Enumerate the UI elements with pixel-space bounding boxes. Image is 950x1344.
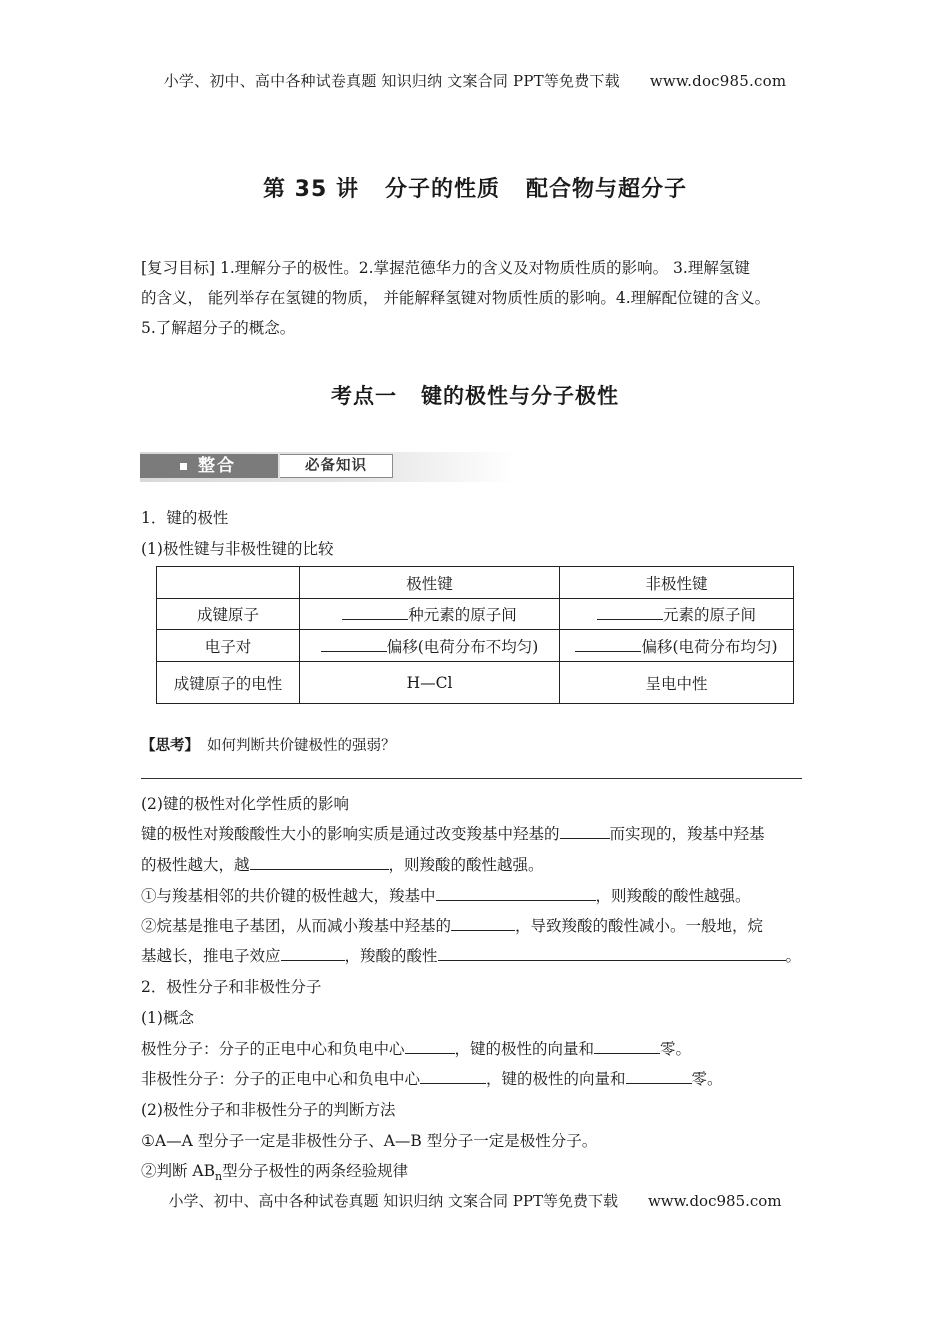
text: 型分子极性的两条经验规律 <box>222 1162 409 1180</box>
blank-field[interactable] <box>438 946 786 961</box>
table-header-cell: 极性键 <box>300 567 560 599</box>
text: ，键的极性的向量和 <box>486 1070 626 1088</box>
header-site[interactable]: www.doc985.com <box>649 72 787 90</box>
blank-field[interactable] <box>626 1069 692 1084</box>
s1-heading: 1．键的极性 <box>141 509 229 527</box>
table-header-cell: 非极性键 <box>560 567 794 599</box>
blank-field[interactable] <box>594 1039 660 1054</box>
section-label: 考点一 <box>331 384 397 408</box>
polar-def <box>141 1037 691 1059</box>
blank-field[interactable] <box>250 855 389 870</box>
row-label: 电子对 <box>157 630 300 662</box>
text: 非极性分子：分子的正电中心和负电中心 <box>141 1070 421 1088</box>
table-cell <box>300 599 560 630</box>
table-cell: 呈电中性 <box>560 662 794 704</box>
review-objectives <box>141 253 821 343</box>
text: ，则羧酸的酸性越强。 <box>388 856 544 874</box>
s1-para-line <box>141 944 801 966</box>
cell-text: 偏移(电荷分布均匀) <box>641 637 778 656</box>
text: 极性分子：分子的正电中心和负电中心 <box>141 1040 405 1058</box>
think-text: 如何判断共价键极性的强弱？ <box>207 738 396 754</box>
text: ，羧酸的酸性 <box>344 947 438 965</box>
title-topic-1: 分子的性质 <box>384 177 500 202</box>
text: ②判断 AB <box>141 1162 216 1180</box>
header-text: 小学、初中、高中各种试卷真题 知识归纳 文案合同 PPT等免费下载 <box>163 72 620 90</box>
banner-main-label: 整合 <box>198 456 236 476</box>
s1-sub1: (1)极性键与非极性键的比较 <box>141 540 334 558</box>
rule-2 <box>141 1159 408 1183</box>
text: 基越长，推电子效应 <box>141 947 281 965</box>
text: 零。 <box>660 1040 692 1058</box>
think-tag: 【思考】 <box>141 738 199 754</box>
table-cell: H—Cl <box>300 662 560 704</box>
subscript: n <box>215 1170 223 1184</box>
text: 的极性越大，越 <box>141 856 250 874</box>
text: 而实现的，羧基中羟基 <box>609 825 765 843</box>
square-bullet-icon <box>180 463 187 470</box>
text: ①与羧基相邻的共价键的极性越大，羧基中 <box>141 887 436 905</box>
blank-field[interactable] <box>420 1069 486 1084</box>
s2-heading: 2．极性分子和非极性分子 <box>141 978 322 996</box>
table-cell <box>300 630 560 662</box>
blank-field[interactable] <box>451 916 515 931</box>
text: 零。 <box>691 1070 723 1088</box>
banner-main <box>140 454 278 478</box>
cell-text: 偏移(电荷分布不均匀) <box>386 637 539 656</box>
review-line-2: 的含义， 能列举存在氢键的物质， 并能解释氢键对物质性质的影响。4.理解配位键的含义。 <box>141 289 771 307</box>
text: ②烷基是推电子基团，从而减小羧基中羟基的 <box>141 917 452 935</box>
review-line-1: [复习目标] 1.理解分子的极性。2.掌握范德华力的含义及对物质性质的影响。 3.理解氢键 <box>141 259 750 277</box>
page-footer <box>0 1190 950 1211</box>
text: 。 <box>785 947 802 965</box>
section-heading <box>0 380 950 410</box>
footer-text: 小学、初中、高中各种试卷真题 知识归纳 文案合同 PPT等免费下载 <box>168 1192 618 1210</box>
cell-text: 种元素的原子间 <box>408 606 517 624</box>
table-row <box>157 630 794 662</box>
text: ，键的极性的向量和 <box>454 1040 595 1058</box>
row-label: 成键原子 <box>157 599 300 630</box>
section-topic: 键的极性与分子极性 <box>421 384 619 408</box>
title-topic-2: 配合物与超分子 <box>525 177 687 202</box>
knowledge-banner <box>140 452 516 482</box>
text: ，则羧酸的酸性越强。 <box>595 887 751 905</box>
nonpolar-def <box>141 1067 723 1089</box>
blank-field[interactable] <box>405 1039 455 1054</box>
s1-para-line <box>141 853 544 875</box>
text: ，导致羧酸的酸性减小。一般地，烷 <box>515 917 764 935</box>
table-header-row <box>157 567 794 599</box>
s1-para-line <box>141 822 765 844</box>
review-line-3: 5.了解超分子的概念。 <box>141 319 296 337</box>
blank-field[interactable] <box>436 886 596 901</box>
comparison-table <box>156 566 794 704</box>
table-cell <box>560 630 794 662</box>
table-header-cell <box>157 567 300 599</box>
s2-c1: (1)概念 <box>141 1009 194 1027</box>
answer-line[interactable] <box>141 778 802 779</box>
table-row <box>157 599 794 630</box>
cell-text: 元素的原子间 <box>662 606 756 624</box>
footer-site[interactable]: www.doc985.com <box>647 1192 782 1210</box>
table-row <box>157 662 794 704</box>
s2-c2: (2)极性分子和非极性分子的判断方法 <box>141 1101 396 1119</box>
s1-para-line <box>141 884 751 906</box>
row-label: 成键原子的电性 <box>157 662 300 704</box>
page-title <box>0 172 950 203</box>
banner-sub-label: 必备知识 <box>280 454 393 478</box>
think-question <box>141 734 396 755</box>
blank-field[interactable] <box>560 824 610 839</box>
text: 键的极性对羧酸酸性大小的影响实质是通过改变羧基中羟基的 <box>141 825 560 843</box>
page-header <box>0 70 950 91</box>
title-lecture: 第 35 讲 <box>263 177 359 202</box>
rule-1: ①A—A 型分子一定是非极性分子、A—B 型分子一定是极性分子。 <box>141 1132 598 1150</box>
table-cell <box>560 599 794 630</box>
s1-sub2: (2)键的极性对化学性质的影响 <box>141 795 349 813</box>
blank-field[interactable] <box>281 946 345 961</box>
s1-para-line <box>141 914 763 936</box>
